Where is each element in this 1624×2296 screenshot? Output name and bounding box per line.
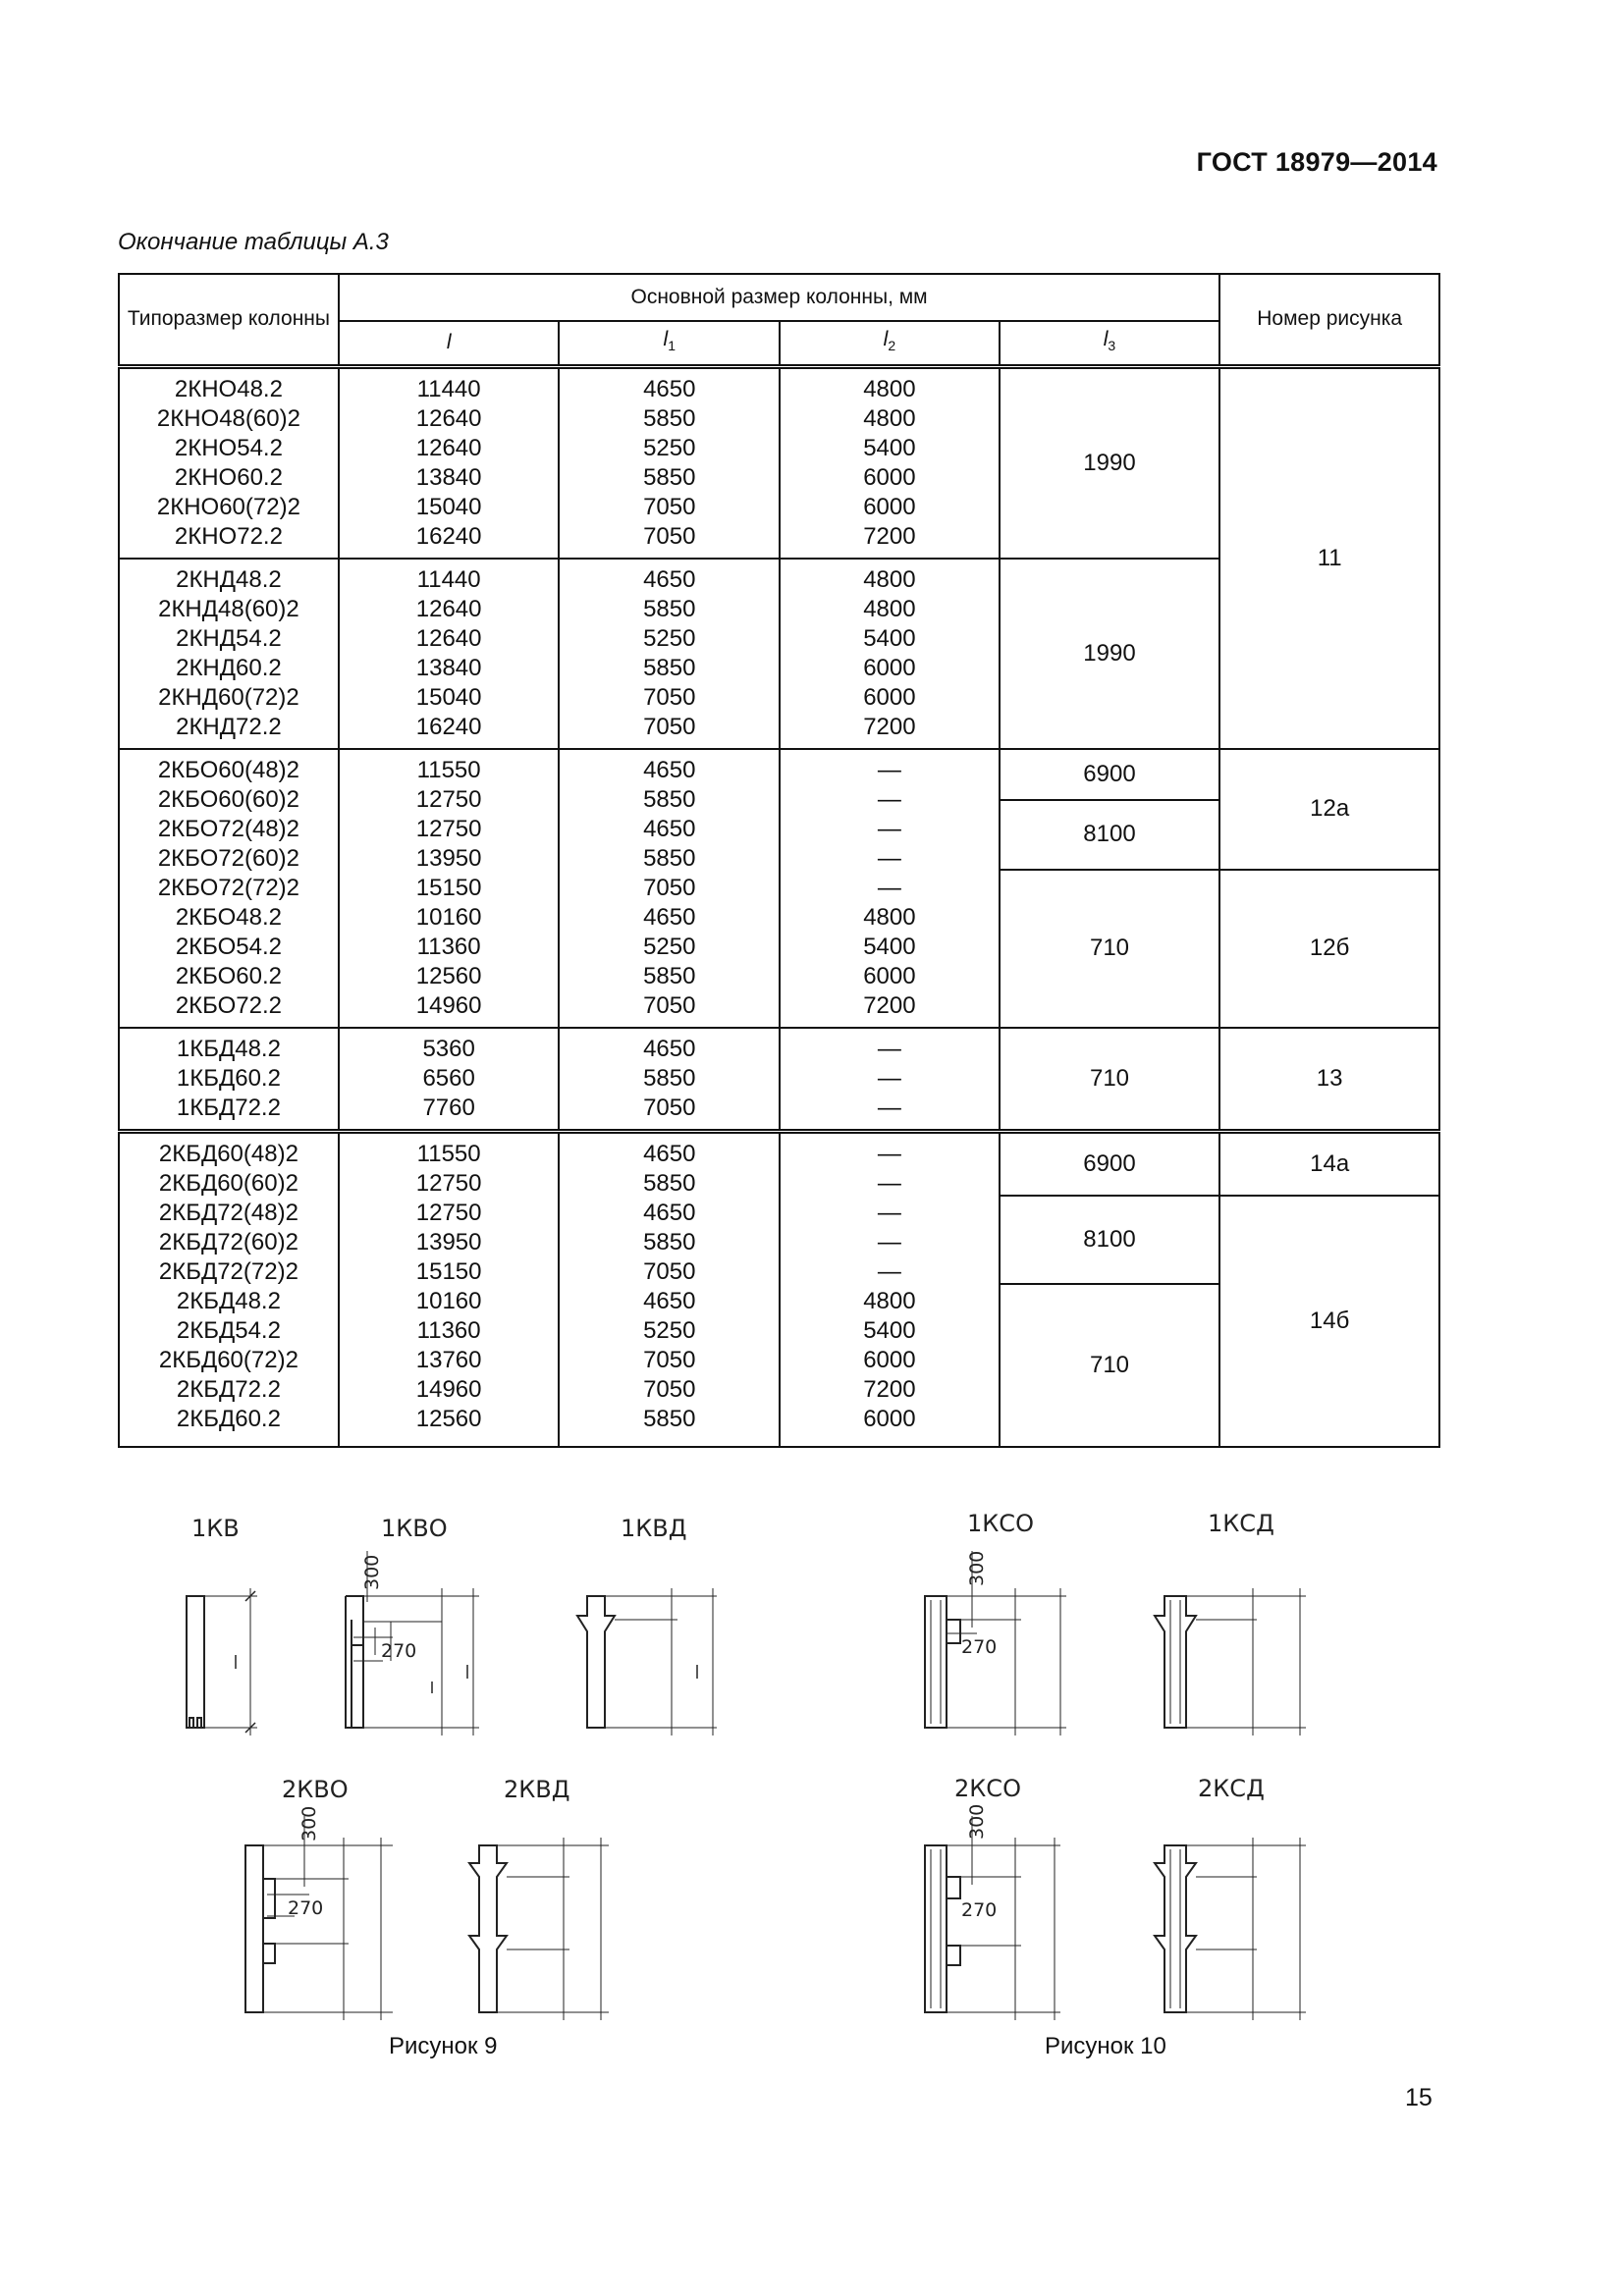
cell-value: 2КНО48.2 — [174, 375, 283, 402]
cell-value: 2КБО60(48)2 — [157, 756, 300, 783]
fig9-label-2kvd: 2КВД — [504, 1776, 570, 1803]
cell-value: 12750 — [415, 815, 482, 842]
cell-value: 7050 — [643, 713, 696, 740]
cell-value: 2КНО54.2 — [174, 434, 283, 461]
l-list — [339, 1131, 560, 1447]
cell-value: 12750 — [415, 1169, 482, 1197]
cell-value: 5400 — [863, 624, 916, 652]
cell-value: 1КБД72.2 — [176, 1094, 281, 1121]
cell-value: 4650 — [643, 1287, 696, 1314]
cell-value: 7760 — [422, 1094, 475, 1121]
l2-list — [780, 559, 1000, 749]
cell-value: 2КБО60(60)2 — [157, 785, 300, 813]
l3-value: 8100 — [1000, 1196, 1220, 1284]
type-list — [119, 559, 339, 749]
l-list — [339, 749, 560, 1028]
l2-list — [780, 366, 1000, 559]
fig10-label-1kso: 1КСО — [967, 1510, 1034, 1537]
cell-value: 2КНД48(60)2 — [158, 595, 299, 622]
cell-value: 2КБО72(48)2 — [157, 815, 300, 842]
cell-value: 5400 — [863, 1316, 916, 1344]
cell-value: 2КБД60(48)2 — [158, 1140, 298, 1167]
cell-value: 7050 — [643, 1094, 696, 1121]
cell-value: 4800 — [863, 903, 916, 931]
cell-value: 6000 — [863, 962, 916, 989]
drawing-2ksd — [1155, 1838, 1306, 2020]
type-list — [119, 749, 339, 1028]
header-l1: $l_1$ — [559, 321, 780, 366]
fig9-label-1kvo: 1КВО — [381, 1515, 448, 1542]
cell-value: — — [877, 1199, 901, 1226]
cell-value: 13950 — [415, 1228, 482, 1255]
dim-300: 300 — [966, 1803, 988, 1840]
figures-9-10 — [0, 1492, 1624, 2071]
figure-number: 14а — [1219, 1131, 1439, 1196]
figure-number: 11 — [1219, 366, 1439, 749]
l-list — [339, 1028, 560, 1132]
cell-value: 2КНО60.2 — [174, 463, 283, 491]
l3-value: 6900 — [1000, 749, 1220, 800]
l3-value: 710 — [1000, 870, 1220, 1028]
l1-list — [559, 366, 780, 559]
l1-list — [559, 749, 780, 1028]
cell-value: 5850 — [643, 1169, 696, 1197]
cell-value: 6000 — [863, 654, 916, 681]
cell-value: 2КНД60(72)2 — [158, 683, 299, 711]
cell-value: 7200 — [863, 991, 916, 1019]
l3-value: 710 — [1000, 1028, 1220, 1132]
cell-value: — — [877, 1257, 901, 1285]
cell-value: 7050 — [643, 991, 696, 1019]
cell-value: 10160 — [415, 1287, 482, 1314]
cell-value: 7050 — [643, 874, 696, 901]
cell-value: 16240 — [415, 522, 482, 550]
cell-value: 7050 — [643, 522, 696, 550]
header-l3: $l_3$ — [1000, 321, 1220, 366]
cell-value: 4800 — [863, 404, 916, 432]
cell-value: 2КБД60(60)2 — [158, 1169, 298, 1197]
cell-value: 6560 — [422, 1064, 475, 1092]
dim-270: 270 — [381, 1640, 417, 1662]
l3-value: 1990 — [1000, 559, 1220, 749]
cell-value: 11360 — [416, 1316, 481, 1344]
header-l: l — [339, 321, 560, 366]
cell-value: 5850 — [643, 404, 696, 432]
cell-value: 2КБД72(60)2 — [158, 1228, 298, 1255]
l3-value: 1990 — [1000, 366, 1220, 559]
cell-value: 2КНД72.2 — [176, 713, 282, 740]
type-list — [119, 1028, 339, 1132]
cell-value: — — [877, 1169, 901, 1197]
cell-value: — — [877, 1228, 901, 1255]
cell-value: 2КНО72.2 — [174, 522, 283, 550]
cell-value: — — [877, 1035, 901, 1062]
l3-value: 6900 — [1000, 1131, 1220, 1196]
cell-value: 5400 — [863, 933, 916, 960]
cell-value: — — [877, 1064, 901, 1092]
l-list — [339, 366, 560, 559]
cell-value: 12640 — [415, 624, 482, 652]
cell-value: 5850 — [643, 785, 696, 813]
cell-value: 2КБО60.2 — [175, 962, 282, 989]
figure-9-caption: Рисунок 9 — [389, 2033, 498, 2059]
cell-value: — — [877, 1094, 901, 1121]
figure-number: 12б — [1219, 870, 1439, 1028]
cell-value: — — [877, 785, 901, 813]
cell-value: — — [877, 815, 901, 842]
cell-value: 4800 — [863, 375, 916, 402]
l1-list — [559, 559, 780, 749]
cell-value: 4800 — [863, 565, 916, 593]
fig10-label-2ksd: 2КСД — [1198, 1775, 1265, 1802]
cell-value: 4650 — [643, 375, 696, 402]
cell-value: 6000 — [863, 683, 916, 711]
cell-value: 12640 — [415, 595, 482, 622]
drawing-1kv — [187, 1588, 257, 1735]
cell-value: 13950 — [415, 844, 482, 872]
cell-value: 11550 — [416, 756, 481, 783]
cell-value: 2КБД72(72)2 — [158, 1257, 298, 1285]
cell-value: 4650 — [643, 815, 696, 842]
table-caption: Окончание таблицы А.3 — [118, 229, 389, 255]
cell-value: 12560 — [415, 962, 482, 989]
cell-value: 13840 — [415, 463, 482, 491]
cell-value: 5850 — [643, 962, 696, 989]
header-type: Типоразмер колонны — [119, 274, 339, 366]
dim-300: 300 — [966, 1550, 988, 1586]
cell-value: 5400 — [863, 434, 916, 461]
cell-value: 12560 — [415, 1405, 482, 1432]
cell-value: 7200 — [863, 713, 916, 740]
cell-value: 2КБО72(60)2 — [157, 844, 300, 872]
cell-value: 5850 — [643, 844, 696, 872]
cell-value: 2КБО54.2 — [175, 933, 282, 960]
dim-270: 270 — [288, 1897, 324, 1919]
cell-value: 7050 — [643, 1257, 696, 1285]
cell-value: 7050 — [643, 493, 696, 520]
cell-value: 12750 — [415, 1199, 482, 1226]
cell-value: 1КБД48.2 — [176, 1035, 281, 1062]
cell-value: 2КБД60(72)2 — [158, 1346, 298, 1373]
cell-value: 16240 — [415, 713, 482, 740]
header-main-size: Основной размер колонны, мм — [339, 274, 1219, 321]
figure-number: 13 — [1219, 1028, 1439, 1132]
l1-list — [559, 1028, 780, 1132]
l3-value: 710 — [1000, 1284, 1220, 1447]
cell-value: 5850 — [643, 654, 696, 681]
fig9-label-1kvd: 1КВД — [621, 1515, 687, 1542]
drawing-2kvd — [469, 1838, 609, 2020]
l-list — [339, 559, 560, 749]
fig9-label-1kv: 1КВ — [191, 1515, 240, 1542]
cell-value: 7050 — [643, 683, 696, 711]
cell-value: — — [877, 844, 901, 872]
cell-value: 2КНО60(72)2 — [156, 493, 300, 520]
cell-value: 2КБД72.2 — [176, 1375, 281, 1403]
cell-value: 7200 — [863, 1375, 916, 1403]
l2-list — [780, 1131, 1000, 1447]
l2-list — [780, 1028, 1000, 1132]
cell-value: 5850 — [643, 595, 696, 622]
cell-value: 4800 — [863, 1287, 916, 1314]
cell-value: 5250 — [643, 624, 696, 652]
cell-value: 12640 — [415, 434, 482, 461]
drawing-1ksd — [1155, 1588, 1306, 1735]
l3-value: 8100 — [1000, 800, 1220, 870]
cell-value: 2КНД54.2 — [176, 624, 282, 652]
cell-value: 10160 — [415, 903, 482, 931]
cell-value: 5850 — [643, 463, 696, 491]
cell-value: 12640 — [415, 404, 482, 432]
cell-value: 5250 — [643, 1316, 696, 1344]
cell-value: 2КБО72(72)2 — [157, 874, 300, 901]
cell-value: 2КБД72(48)2 — [158, 1199, 298, 1226]
figure-10-caption: Рисунок 10 — [1045, 2033, 1166, 2059]
cell-value: 12750 — [415, 785, 482, 813]
cell-value: 5250 — [643, 933, 696, 960]
cell-value: 13840 — [415, 654, 482, 681]
cell-value: — — [877, 1140, 901, 1167]
cell-value: 15040 — [415, 683, 482, 711]
cell-value: 2КБД54.2 — [176, 1316, 281, 1344]
cell-value: 6000 — [863, 463, 916, 491]
l2-list — [780, 749, 1000, 1028]
cell-value: 4650 — [643, 1035, 696, 1062]
fig10-label-2kso: 2КСО — [954, 1775, 1021, 1802]
cell-value: 5850 — [643, 1064, 696, 1092]
cell-value: 7050 — [643, 1346, 696, 1373]
cell-value: 11550 — [416, 1140, 481, 1167]
cell-value: 11360 — [416, 933, 481, 960]
page-number: 15 — [1405, 2084, 1433, 2111]
cell-value: 13760 — [415, 1346, 482, 1373]
cell-value: 5360 — [422, 1035, 475, 1062]
cell-value: 2КБО72.2 — [175, 991, 282, 1019]
dim-270: 270 — [961, 1636, 998, 1658]
type-list — [119, 1131, 339, 1447]
cell-value: 2КБО48.2 — [175, 903, 282, 931]
document-standard-header: ГОСТ 18979—2014 — [1196, 147, 1437, 177]
header-l2: $l_2$ — [780, 321, 1000, 366]
dim-270: 270 — [961, 1899, 998, 1921]
cell-value: 11440 — [416, 565, 481, 593]
table-a3-end — [118, 273, 1440, 1448]
dim-300: 300 — [361, 1554, 383, 1590]
cell-value: 5850 — [643, 1405, 696, 1432]
cell-value: 4650 — [643, 565, 696, 593]
cell-value: 1КБД60.2 — [176, 1064, 281, 1092]
fig10-label-1ksd: 1КСД — [1208, 1510, 1274, 1537]
cell-value: 15040 — [415, 493, 482, 520]
cell-value: 4650 — [643, 1140, 696, 1167]
cell-value: 11440 — [416, 375, 481, 402]
figure-number: 12а — [1219, 749, 1439, 870]
cell-value: 7200 — [863, 522, 916, 550]
cell-value: 14960 — [415, 991, 482, 1019]
cell-value: — — [877, 756, 901, 783]
cell-value: 15150 — [415, 874, 482, 901]
cell-value: 6000 — [863, 493, 916, 520]
header-figure-number: Номер рисунка — [1219, 274, 1439, 366]
cell-value: 4650 — [643, 756, 696, 783]
cell-value: 6000 — [863, 1346, 916, 1373]
l1-list — [559, 1131, 780, 1447]
cell-value: 5850 — [643, 1228, 696, 1255]
cell-value: 4800 — [863, 595, 916, 622]
fig9-label-2kvo: 2КВО — [282, 1776, 349, 1803]
cell-value: 2КБД48.2 — [176, 1287, 281, 1314]
cell-value: 7050 — [643, 1375, 696, 1403]
cell-value: 15150 — [415, 1257, 482, 1285]
cell-value: 5250 — [643, 434, 696, 461]
cell-value: 2КБД60.2 — [176, 1405, 281, 1432]
cell-value: 2КНД48.2 — [176, 565, 282, 593]
type-list — [119, 366, 339, 559]
drawing-1kvd — [577, 1588, 717, 1735]
cell-value: 4650 — [643, 903, 696, 931]
cell-value: — — [877, 874, 901, 901]
cell-value: 2КНО48(60)2 — [156, 404, 300, 432]
figure-number: 14б — [1219, 1196, 1439, 1447]
cell-value: 14960 — [415, 1375, 482, 1403]
cell-value: 4650 — [643, 1199, 696, 1226]
cell-value: 2КНД60.2 — [176, 654, 282, 681]
dim-300: 300 — [298, 1805, 320, 1842]
cell-value: 6000 — [863, 1405, 916, 1432]
